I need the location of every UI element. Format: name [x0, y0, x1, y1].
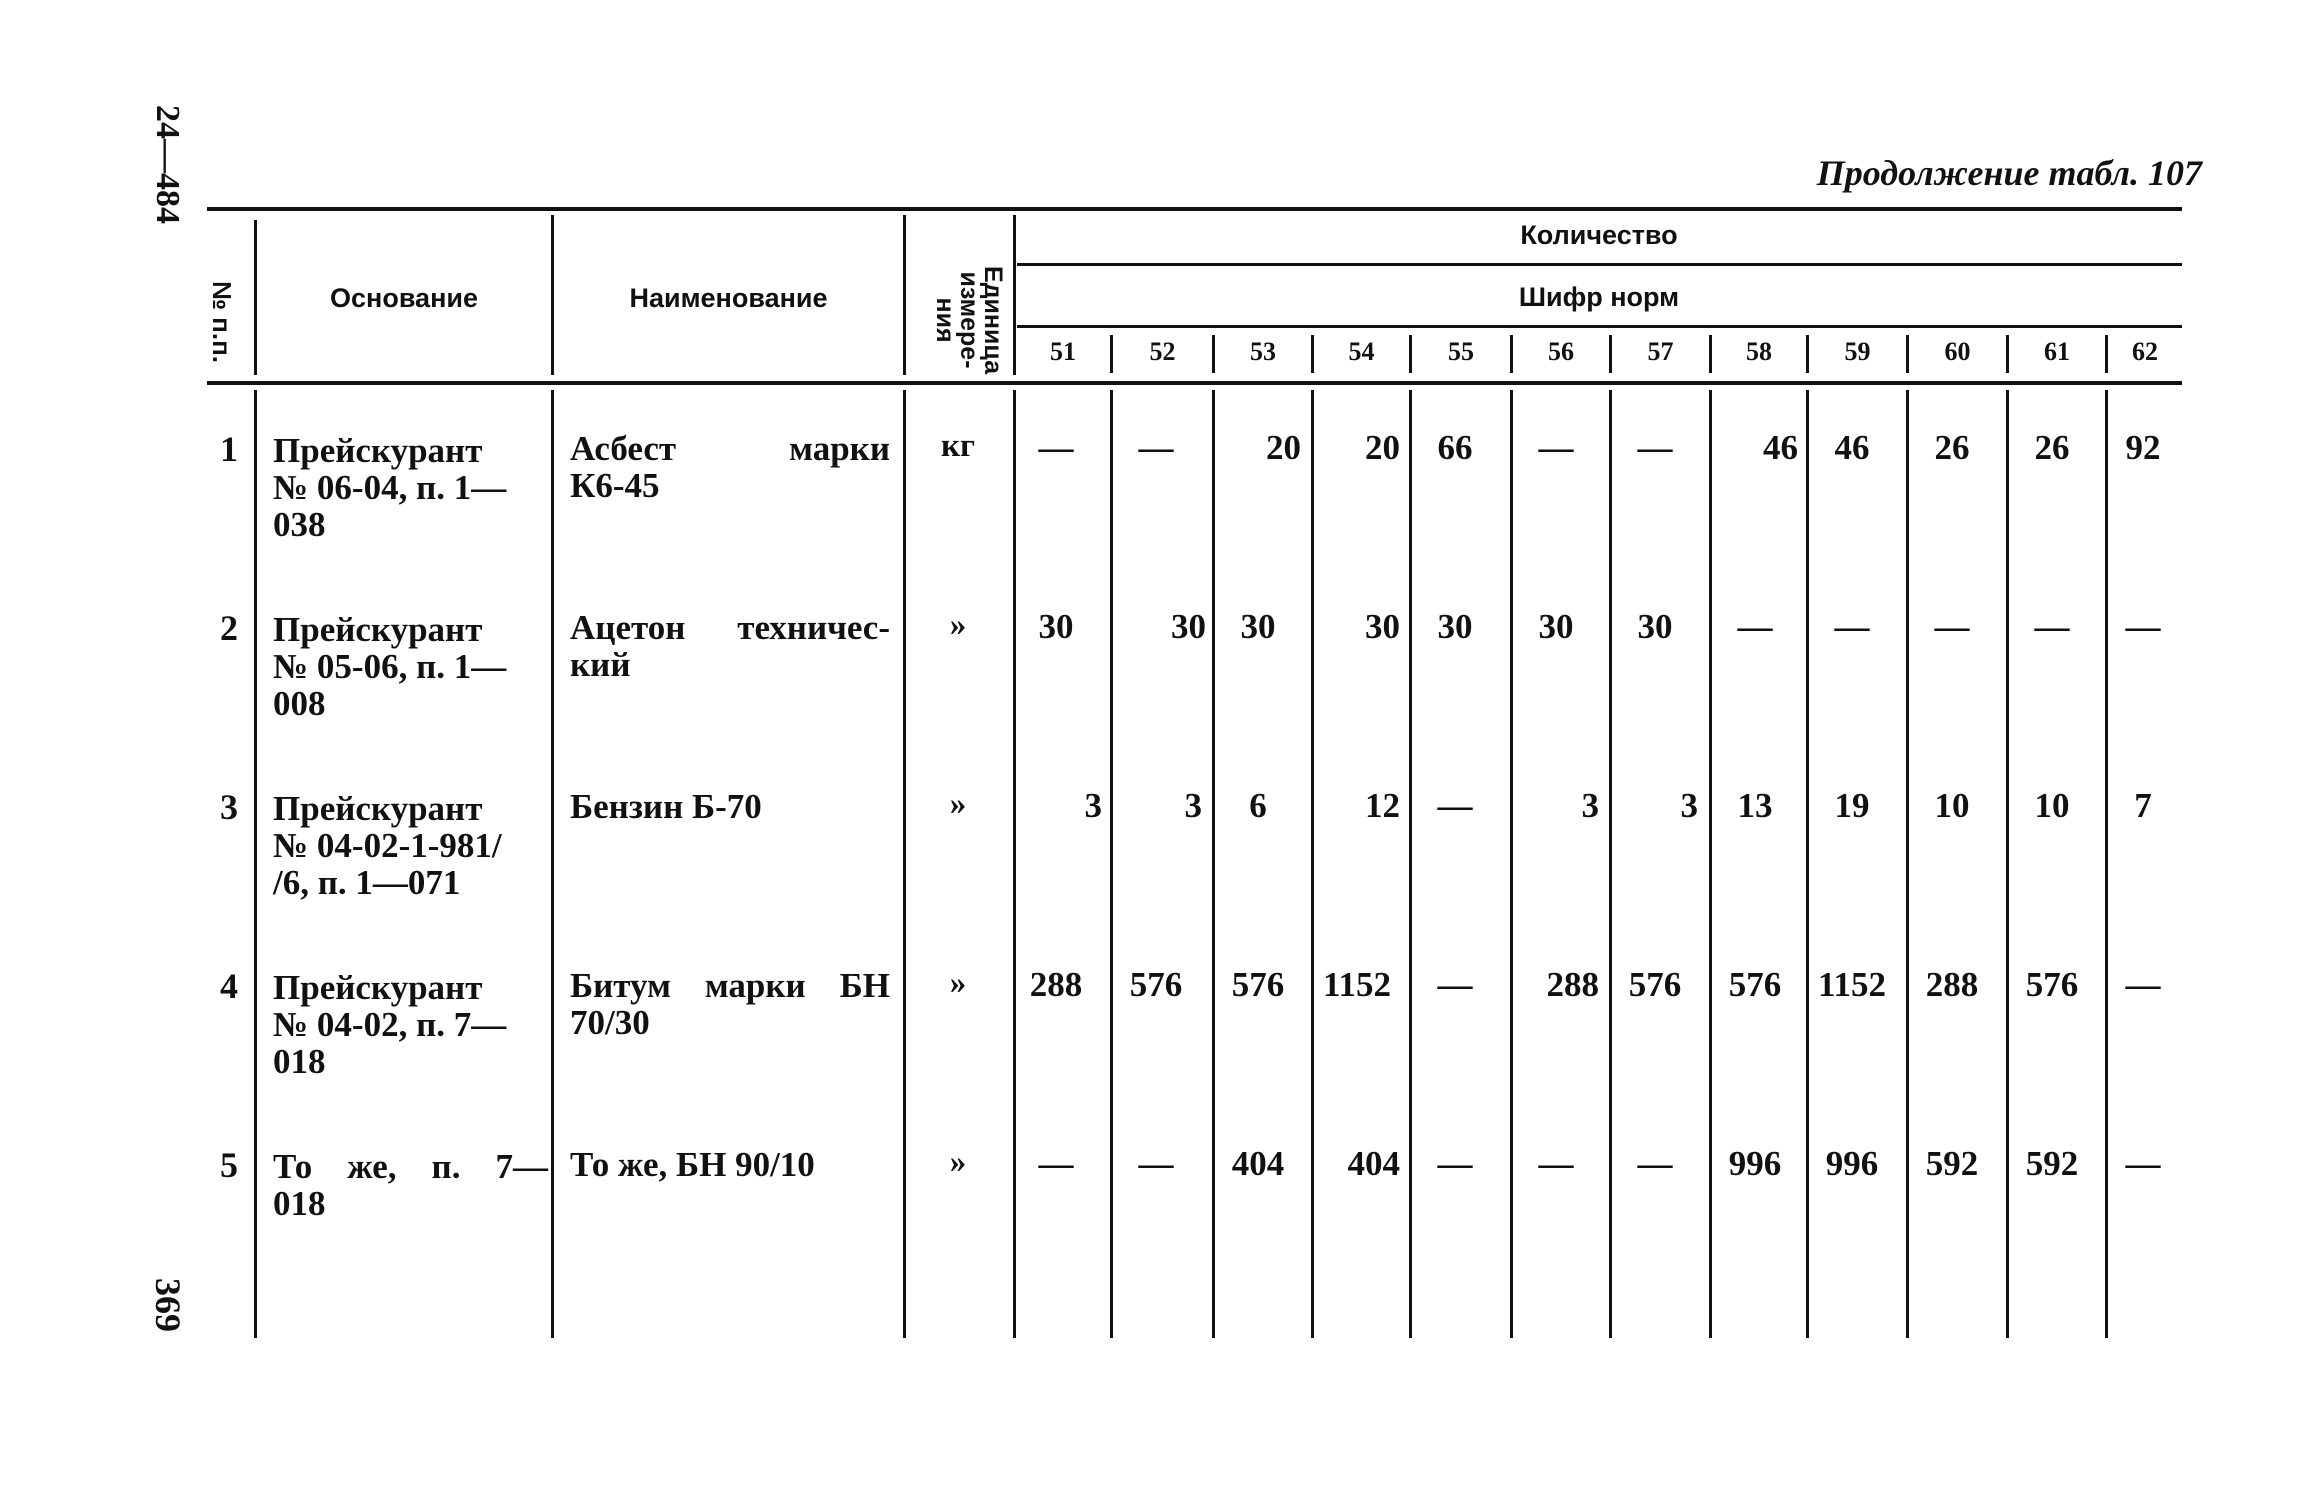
body-divider — [551, 390, 554, 1338]
header-name: Наименование — [629, 283, 828, 313]
name-line: Бензин Б-70 — [570, 787, 762, 826]
basis-line: Прейскурант — [273, 610, 483, 649]
quantity-rule — [1017, 263, 2182, 266]
name-line: Ацетон техничес- — [570, 608, 890, 647]
header-unit-label: Единица измере-ния — [931, 266, 1007, 374]
row-name — [570, 430, 890, 504]
row-name — [570, 967, 890, 1041]
norm-code-55: 55 — [1448, 337, 1474, 366]
value-cell: 3 — [1084, 786, 1102, 825]
value-cell: 576 — [1129, 965, 1183, 1004]
norm-code-56: 56 — [1548, 337, 1574, 366]
body-divider — [1806, 390, 1809, 1338]
value-cell: 30 — [1171, 607, 1206, 646]
norm-code-59: 59 — [1844, 337, 1871, 366]
basis-line: Прейскурант — [273, 789, 483, 828]
header-quantity: Количество — [1520, 220, 1678, 250]
body-divider — [1212, 390, 1215, 1338]
norm-code-60: 60 — [1944, 337, 1971, 366]
name-line: То же, БН 90/10 — [570, 1145, 815, 1184]
basis-line: № 06-04, п. 1— — [273, 468, 507, 507]
value-cell: — — [1437, 965, 1473, 1004]
value-cell: 30 — [1637, 607, 1673, 646]
body-divider — [1609, 390, 1612, 1338]
value-cell: — — [1637, 1144, 1673, 1183]
value-cell: 1152 — [1322, 965, 1392, 1004]
body-divider — [254, 390, 257, 1338]
value-cell: 576 — [2025, 965, 2079, 1004]
row-unit: » — [949, 1144, 967, 1180]
row-number: 2 — [220, 608, 238, 648]
basis-line: 018 — [273, 1042, 326, 1081]
table-top-rule — [207, 207, 2182, 211]
value-cell: 10 — [1934, 786, 1970, 825]
header-row-number: № п.п. — [207, 280, 237, 364]
value-cell: 1152 — [1817, 965, 1887, 1004]
value-cell: — — [1934, 607, 1970, 646]
basis-line: То же, п. 7— — [273, 1147, 548, 1186]
norm-code-52: 52 — [1149, 337, 1176, 366]
value-cell: 30 — [1437, 607, 1473, 646]
value-cell: 3 — [1184, 786, 1202, 825]
value-cell: 996 — [1825, 1144, 1879, 1183]
value-cell: 576 — [1231, 965, 1285, 1004]
row-name — [570, 609, 890, 683]
value-cell: 576 — [1628, 965, 1682, 1004]
row-number: 4 — [220, 966, 238, 1006]
value-cell: 30 — [1240, 607, 1276, 646]
norm-code-58: 58 — [1746, 337, 1772, 366]
name-line: 70/30 — [570, 1003, 650, 1042]
row-number: 3 — [220, 787, 238, 827]
body-divider — [1311, 390, 1314, 1338]
basis-line: 008 — [273, 684, 326, 723]
row-number: 5 — [220, 1145, 238, 1185]
body-divider — [2105, 390, 2108, 1338]
body-divider — [1013, 390, 1016, 1338]
value-cell: 30 — [1038, 607, 1074, 646]
name-line: Асбест марки — [570, 429, 890, 468]
body-divider — [1510, 390, 1513, 1338]
body-divider — [1110, 390, 1113, 1338]
value-cell: 6 — [1249, 786, 1267, 825]
value-cell: 20 — [1365, 428, 1400, 467]
row-basis — [273, 1148, 548, 1222]
value-cell: — — [1834, 607, 1870, 646]
name-line: Битум марки БН — [570, 966, 890, 1005]
row-unit: кг — [941, 428, 975, 464]
header-bottom-rule — [207, 381, 2182, 385]
value-cell: — — [2125, 1144, 2161, 1183]
value-cell: 30 — [1538, 607, 1574, 646]
row-unit: » — [949, 607, 967, 643]
value-cell: 404 — [1231, 1144, 1285, 1183]
side-code: 24—484 — [149, 105, 186, 224]
value-cell: 404 — [1347, 1144, 1400, 1183]
value-cell: 996 — [1728, 1144, 1782, 1183]
value-cell: — — [1437, 786, 1473, 825]
value-cell: 19 — [1834, 786, 1870, 825]
value-cell: 26 — [1934, 428, 1970, 467]
value-cell: 20 — [1266, 428, 1301, 467]
body-divider — [1709, 390, 1712, 1338]
value-cell: 3 — [1581, 786, 1599, 825]
basis-line: Прейскурант — [273, 968, 483, 1007]
norm-code-61: 61 — [2044, 337, 2070, 366]
value-cell: 66 — [1437, 428, 1473, 467]
value-cell: 30 — [1365, 607, 1400, 646]
row-basis — [273, 790, 548, 901]
value-cell: 288 — [1546, 965, 1599, 1004]
norm-code-62: 62 — [2132, 337, 2158, 366]
norm-code-rule — [1017, 325, 2182, 328]
name-line: К6-45 — [570, 466, 660, 505]
row-unit: » — [949, 786, 967, 822]
value-cell: 3 — [1680, 786, 1698, 825]
value-cell: — — [1538, 1144, 1574, 1183]
page-number: 369 — [148, 1278, 188, 1332]
basis-line: 018 — [273, 1184, 326, 1223]
row-unit: » — [949, 965, 967, 1001]
row-name — [570, 788, 890, 825]
basis-line: № 05-06, п. 1— — [273, 647, 507, 686]
basis-line: 038 — [273, 505, 326, 544]
header-unit — [905, 265, 1005, 375]
row-name — [570, 1146, 890, 1183]
value-cell: — — [1138, 428, 1174, 467]
value-cell: — — [1138, 1144, 1174, 1183]
value-cell: 288 — [1029, 965, 1083, 1004]
value-cell: — — [2034, 607, 2070, 646]
value-cell: 576 — [1728, 965, 1782, 1004]
norm-code-54: 54 — [1348, 337, 1375, 366]
basis-line: № 04-02-1-981/ — [273, 826, 502, 865]
basis-line: /6, п. 1—071 — [273, 863, 461, 902]
body-divider — [2006, 390, 2009, 1338]
norm-code-53: 53 — [1250, 337, 1276, 366]
value-cell: 92 — [2125, 428, 2161, 467]
name-line: кий — [570, 645, 631, 684]
value-cell: — — [1038, 428, 1074, 467]
body-divider — [903, 390, 906, 1338]
row-basis — [273, 969, 548, 1080]
body-divider — [1409, 390, 1412, 1338]
value-cell: — — [1538, 428, 1574, 467]
value-cell: 592 — [2025, 1144, 2079, 1183]
value-cell: — — [1437, 1144, 1473, 1183]
value-cell: — — [2125, 965, 2161, 1004]
value-cell: 592 — [1925, 1144, 1979, 1183]
basis-line: Прейскурант — [273, 431, 483, 470]
continuation-caption: Продолжение табл. 107 — [1816, 153, 2202, 193]
value-cell: 46 — [1763, 428, 1798, 467]
value-cell: 10 — [2034, 786, 2070, 825]
value-cell: 288 — [1925, 965, 1979, 1004]
value-cell: — — [2125, 607, 2161, 646]
value-cell: — — [1637, 428, 1673, 467]
row-number: 1 — [220, 429, 238, 469]
norm-code-57: 57 — [1647, 337, 1674, 366]
value-cell: 26 — [2034, 428, 2070, 467]
header-norm-code: Шифр норм — [1518, 282, 1680, 312]
value-cell: 7 — [2134, 786, 2152, 825]
value-cell: — — [1737, 607, 1773, 646]
value-cell: 12 — [1365, 786, 1400, 825]
basis-line: № 04-02, п. 7— — [273, 1005, 507, 1044]
value-cell: — — [1038, 1144, 1074, 1183]
header-basis: Основание — [330, 283, 478, 313]
value-cell: 13 — [1737, 786, 1773, 825]
body-divider — [1906, 390, 1909, 1338]
row-basis — [273, 432, 548, 543]
row-basis — [273, 611, 548, 722]
value-cell: 46 — [1834, 428, 1870, 467]
norm-code-51: 51 — [1050, 337, 1076, 366]
